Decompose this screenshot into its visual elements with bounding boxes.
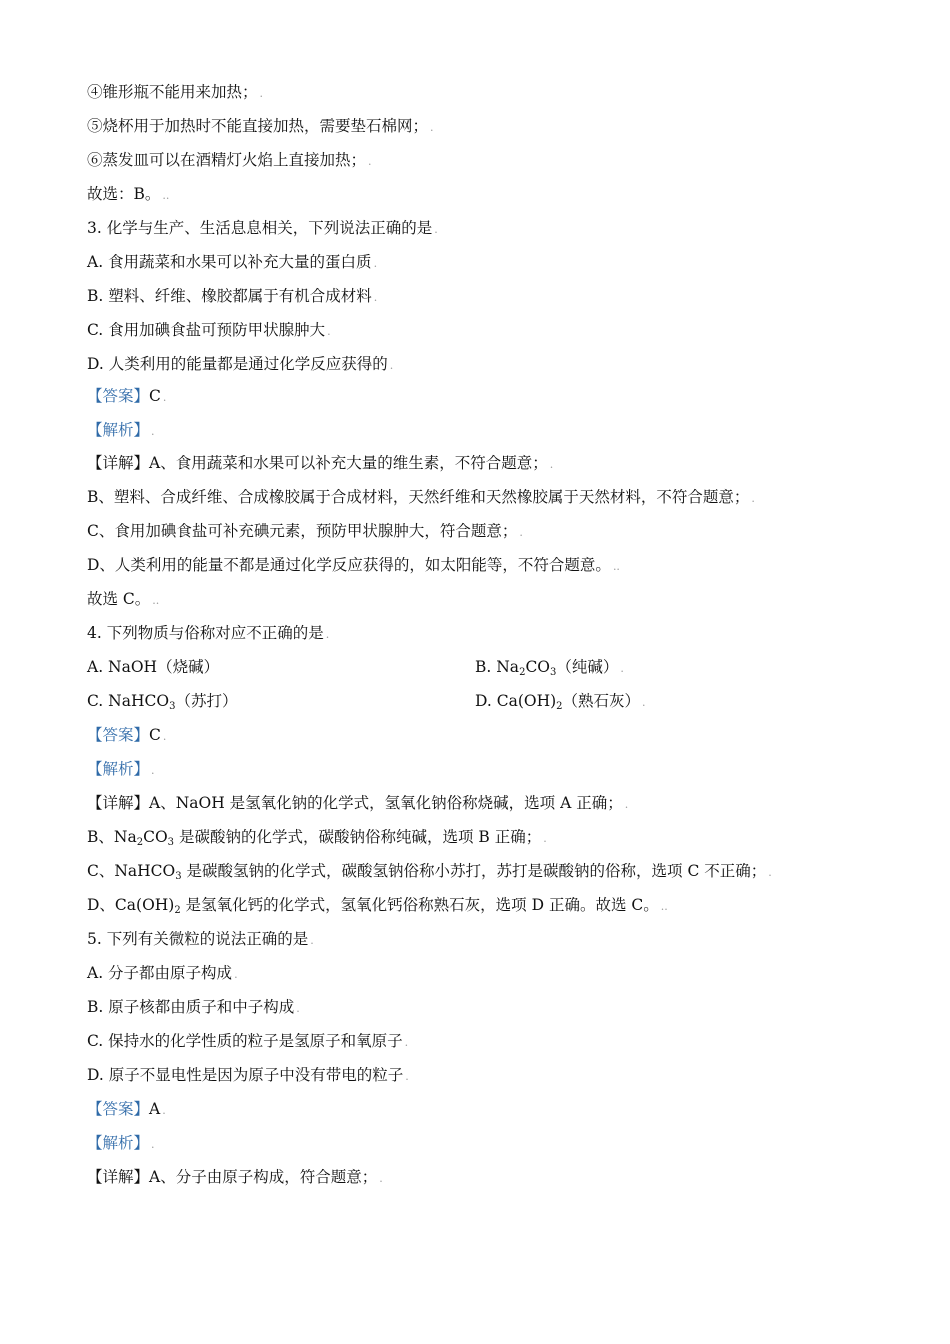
text-line: 故选：B。 .. [87, 185, 170, 203]
detail-line: 【详解】A、NaOH 是氢氧化钠的化学式，氢氧化钠俗称烧碱，选项 A 正确； . [87, 794, 629, 812]
text-line: C、食用加碘食盐可补充碘元素，预防甲状腺肿大，符合题意； . [87, 522, 523, 540]
question-4-option-d: D. $Ca(OH)_2$（熟石灰） . [475, 692, 646, 712]
text-line: ④锥形瓶不能用来加热； . [87, 83, 264, 101]
question-5-option-a: A. 分子都由原子构成 . [87, 964, 238, 982]
detail-line: 【详解】A、食用蔬菜和水果可以补充大量的维生素，不符合题意； . [87, 454, 554, 472]
analysis-tag: 【解析】 [87, 421, 150, 439]
text-line: C、NaHCO$_3$ 是碳酸氢钠的化学式，碳酸氢钠俗称小苏打，苏打是碳酸钠的俗称，选项 C 不正确； . [87, 862, 772, 882]
analysis-line: 【解析】 . [87, 1134, 155, 1152]
question-3-stem: 3. 化学与生产、生活息息相关，下列说法正确的是 . [87, 219, 438, 237]
analysis-line: 【解析】 . [87, 421, 155, 439]
text-line: D、人类利用的能量不都是通过化学反应获得的，如太阳能等，不符合题意。 .. [87, 556, 620, 574]
detail-tag: 【详解】 [87, 794, 150, 812]
question-4-option-c: C. NaHCO$_3$（苏打） [87, 692, 238, 712]
answer-tag: 【答案】 [87, 726, 150, 744]
question-5-option-c: C. 保持水的化学性质的粒子是氢原子和氧原子 . [87, 1032, 409, 1050]
question-3-option-a: A. 食用蔬菜和水果可以补充大量的蛋白质 . [87, 253, 378, 271]
question-4-option-b: B. $Na_2CO_3$（纯碱） . [475, 658, 624, 678]
detail-tag: 【详解】 [87, 1168, 150, 1186]
question-3-option-c: C. 食用加碘食盐可预防甲状腺肿大 . [87, 321, 331, 339]
question-3-option-d: D. 人类利用的能量都是通过化学反应获得的 . [87, 355, 394, 373]
text-line: B、$Na_2CO_3$ 是碳酸钠的化学式，碳酸钠俗称纯碱，选项 B 正确； . [87, 828, 547, 848]
analysis-tag: 【解析】 [87, 760, 150, 778]
answer-line: 【答案】C . [87, 387, 167, 405]
question-5-stem: 5. 下列有关微粒的说法正确的是 . [87, 930, 314, 948]
text-line: 故选 C。 .. [87, 590, 160, 608]
answer-line: 【答案】A . [87, 1100, 166, 1118]
text-line: ⑤烧杯用于加热时不能直接加热，需要垫石棉网； . [87, 117, 434, 135]
detail-tag: 【详解】 [87, 454, 150, 472]
answer-line: 【答案】C . [87, 726, 167, 744]
question-4-option-a: A. NaOH（烧碱） [87, 658, 220, 676]
detail-line: 【详解】A、分子由原子构成，符合题意； . [87, 1168, 383, 1186]
answer-tag: 【答案】 [87, 387, 150, 405]
question-5-option-d: D. 原子不显电性是因为原子中没有带电的粒子 . [87, 1066, 409, 1084]
text-line: D、$Ca(OH)_2$ 是氢氧化钙的化学式，氢氧化钙俗称熟石灰，选项 D 正确。故选 C。 .. [87, 896, 668, 916]
text-line: ⑥蒸发皿可以在酒精灯火焰上直接加热； . [87, 151, 372, 169]
text-line: B、塑料、合成纤维、合成橡胶属于合成材料，天然纤维和天然橡胶属于天然材料，不符合题意； . [87, 488, 755, 506]
question-3-option-b: B. 塑料、纤维、橡胶都属于有机合成材料 . [87, 287, 378, 305]
question-5-option-b: B. 原子核都由质子和中子构成 . [87, 998, 300, 1016]
analysis-line: 【解析】 . [87, 760, 155, 778]
answer-tag: 【答案】 [87, 1100, 150, 1118]
question-4-stem: 4. 下列物质与俗称对应不正确的是 . [87, 624, 330, 642]
analysis-tag: 【解析】 [87, 1134, 150, 1152]
